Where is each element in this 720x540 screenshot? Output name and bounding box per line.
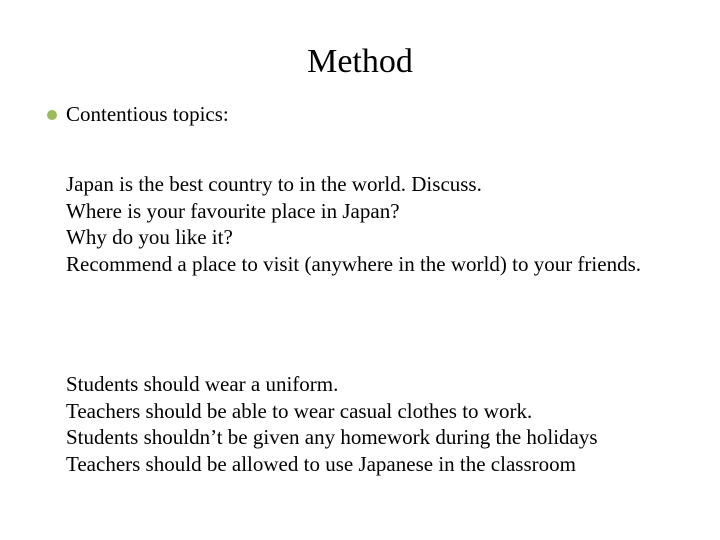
topic-line: Teachers should be able to wear casual clothes to work.	[66, 398, 533, 423]
topics-group-2	[66, 371, 706, 477]
bullet-dot-icon	[47, 110, 57, 120]
bullet-label: Contentious topics:	[66, 102, 229, 126]
topic-line: Students should wear a uniform.	[66, 372, 339, 396]
slide-title: Method	[307, 43, 413, 80]
topic-line: Students shouldn’t be given any homework during the holidays	[66, 425, 598, 449]
topic-line: Where is your favourite place in Japan?	[66, 198, 400, 223]
topics-group-1	[66, 171, 706, 277]
topic-line: Japan is the best country to in the world. Discuss.	[66, 172, 482, 196]
topic-line: Recommend a place to visit (anywhere in the world) to your friends.	[66, 251, 641, 276]
bullet-item	[47, 100, 229, 128]
topic-line: Why do you like it?	[66, 225, 233, 249]
slide-title-container	[0, 42, 720, 82]
topic-line: Teachers should be allowed to use Japanese in the classroom	[66, 451, 576, 476]
